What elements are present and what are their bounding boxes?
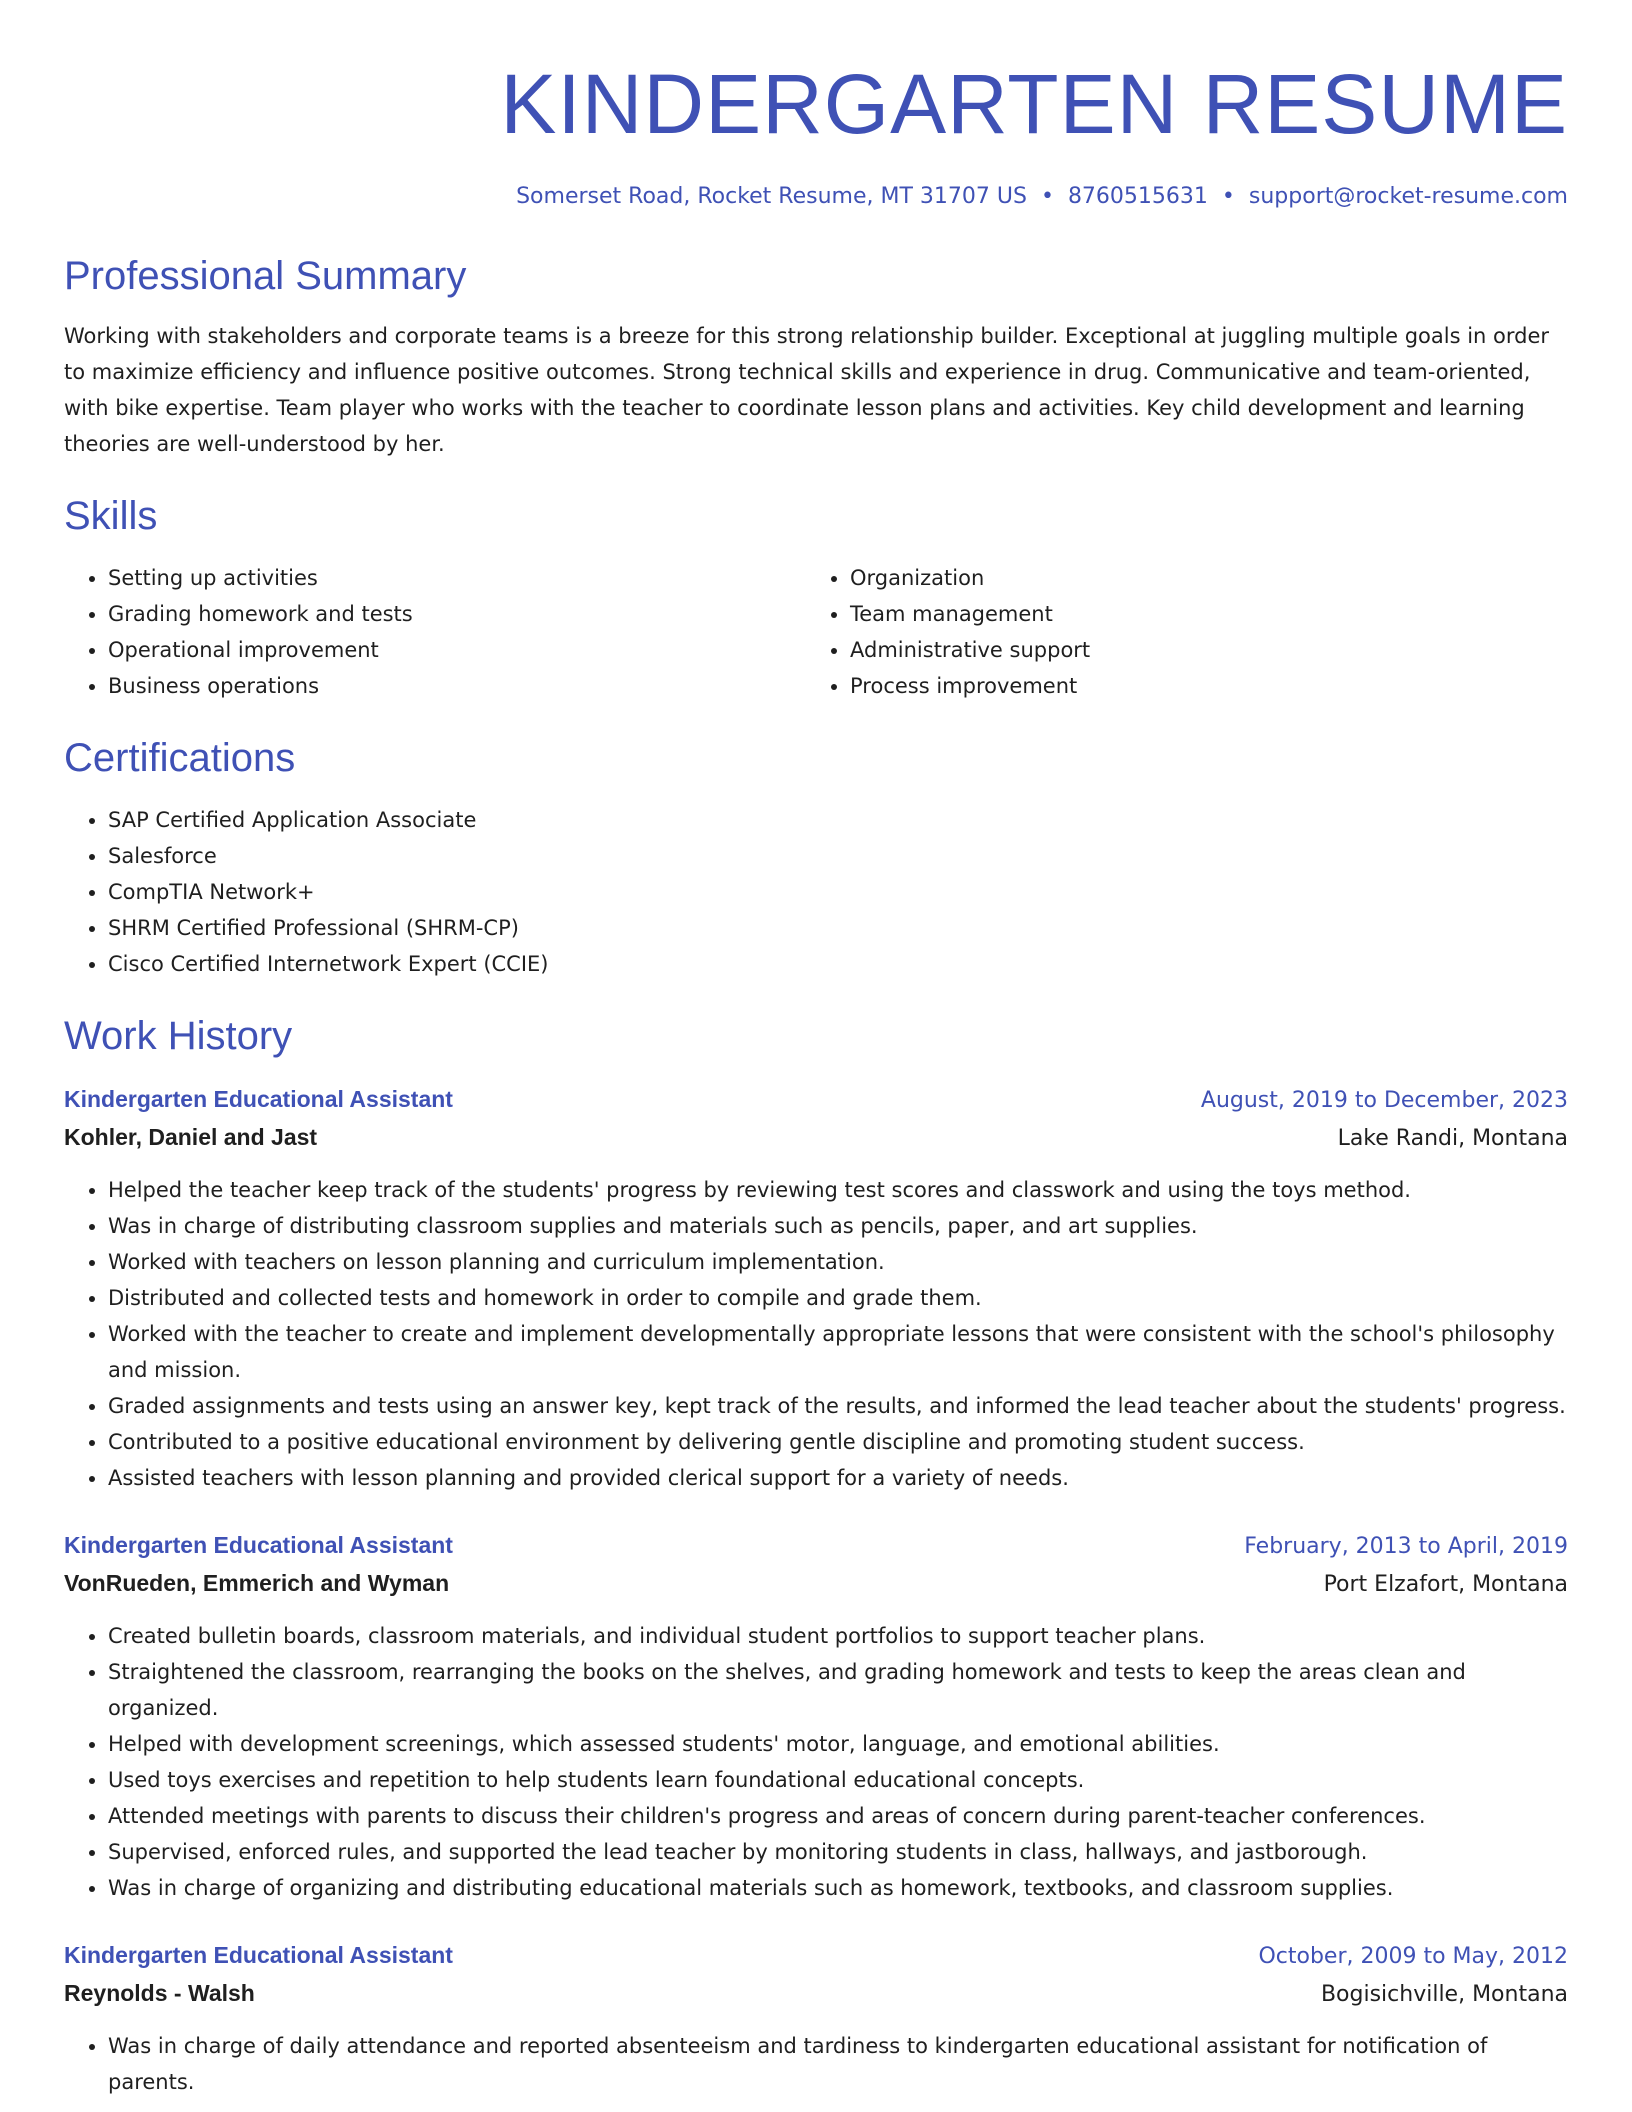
contact-phone: 8760515631 [1067, 184, 1208, 209]
contact-address: Somerset Road, Rocket Resume, MT 31707 US [516, 184, 1027, 209]
skill-item: • Grading homework and tests [108, 596, 806, 632]
job-title: Kindergarten Educational Assistant [64, 1086, 453, 1112]
job-dates: August, 2019 to December, 2023 [1200, 1088, 1568, 1113]
job-bullet: • Was in charge of organizing and distributing educational materials such as homework, textbooks, and classroom supplies. [108, 1870, 1568, 1906]
job-bullet: • Contributed to a positive educational environment by delivering gentle discipline and promoting student success. [108, 1424, 1568, 1460]
job-company: Reynolds - Walsh [64, 1980, 255, 2006]
job-entry [64, 1528, 1568, 1906]
job-bullet: • Helped with development screenings, which assessed students' motor, language, and emotional abilities. [108, 1726, 1568, 1762]
skill-item: • Administrative support [850, 632, 1548, 668]
job-title: Kindergarten Educational Assistant [64, 1532, 453, 1558]
job-bullet: • Assisted teachers with lesson planning and provided clerical support for a variety of needs. [108, 1460, 1568, 1496]
job-bullets [64, 1172, 1568, 1496]
job-entry [64, 1938, 1568, 2100]
job-bullet: • Was in charge of distributing classroom supplies and materials such as pencils, paper, and art supplies. [108, 1208, 1568, 1244]
job-header-row [64, 1528, 1568, 1564]
summary-text: Working with stakeholders and corporate teams is a breeze for this strong relationship builder. Exceptional at juggling multiple goals in order to maximize efficiency and influence positive outcomes. Strong technical skills and experience in drug. Communicative and team-oriented, with bike expertise. Team player who works with the teacher to coordinate lesson plans and activities. Key child development and learning theories are well-understood by her. [64, 324, 1550, 456]
job-entry [64, 1082, 1568, 1496]
job-bullet: • Distributed and collected tests and homework in order to compile and grade them. [108, 1280, 1568, 1316]
job-bullet: • Used toys exercises and repetition to help students learn foundational educational concepts. [108, 1762, 1568, 1798]
certification-item: • SAP Certified Application Associate [108, 802, 1568, 838]
job-bullet: • Worked with the teacher to create and implement developmentally appropriate lessons that were consistent with the school's philosophy and mission. [108, 1316, 1568, 1388]
job-company-row [64, 1564, 1568, 1604]
work-history-heading: Work History [64, 1014, 293, 1058]
job-bullets [64, 2028, 1568, 2100]
job-bullet: • Straightened the classroom, rearranging the books on the shelves, and grading homework and tests to keep the areas clean and organized. [108, 1654, 1568, 1726]
skill-item: • Organization [850, 560, 1548, 596]
skills-column-right [806, 560, 1548, 704]
certification-item: • SHRM Certified Professional (SHRM-CP) [108, 910, 1568, 946]
job-bullet: • Attended meetings with parents to discuss their children's progress and areas of concern during parent-teacher conferences. [108, 1798, 1568, 1834]
contact-separator: • [1040, 184, 1054, 209]
certifications-heading: Certifications [64, 736, 296, 780]
resume-name: KINDERGARTEN RESUME [500, 57, 1568, 151]
contact-separator: • [1221, 184, 1235, 209]
job-bullet: • Graded assignments and tests using an answer key, kept track of the results, and informed the lead teacher about the students' progress. [108, 1388, 1568, 1424]
job-location: Port Elzafort, Montana [1323, 1572, 1568, 1597]
certifications-list [64, 802, 1568, 982]
skills-heading: Skills [64, 494, 158, 538]
skill-item: • Setting up activities [108, 560, 806, 596]
job-bullet: • Supervised, enforced rules, and supported the lead teacher by monitoring students in class, hallways, and jastborough. [108, 1834, 1568, 1870]
skills-grid [64, 560, 1568, 704]
skill-item: • Team management [850, 596, 1548, 632]
job-dates: February, 2013 to April, 2019 [1244, 1534, 1568, 1559]
skill-item: • Process improvement [850, 668, 1548, 704]
resume-page [64, 0, 1568, 2100]
job-bullets [64, 1618, 1568, 1906]
skills-column-left [64, 560, 806, 704]
certification-item: • Salesforce [108, 838, 1568, 874]
job-bullet: • Created bulletin boards, classroom materials, and individual student portfolios to support teacher plans. [108, 1618, 1568, 1654]
contact-email[interactable]: support@rocket-resume.com [1248, 184, 1568, 209]
job-company: VonRueden, Emmerich and Wyman [64, 1570, 450, 1596]
certification-item: • Cisco Certified Internetwork Expert (CCIE) [108, 946, 1568, 982]
job-company: Kohler, Daniel and Jast [64, 1124, 318, 1150]
job-company-row [64, 1974, 1568, 2014]
skill-item: • Business operations [108, 668, 806, 704]
job-title: Kindergarten Educational Assistant [64, 1942, 453, 1968]
job-header-row [64, 1082, 1568, 1118]
certification-item: • CompTIA Network+ [108, 874, 1568, 910]
skill-item: • Operational improvement [108, 632, 806, 668]
summary-heading: Professional Summary [64, 254, 467, 298]
job-company-row [64, 1118, 1568, 1158]
job-location: Lake Randi, Montana [1337, 1126, 1568, 1151]
job-dates: October, 2009 to May, 2012 [1258, 1944, 1568, 1969]
job-location: Bogisichville, Montana [1320, 1982, 1568, 2007]
contact-line [64, 182, 1568, 212]
job-bullet: • Helped the teacher keep track of the students' progress by reviewing test scores and classwork and using the toys method. [108, 1172, 1568, 1208]
job-bullet: • Was in charge of daily attendance and reported absenteeism and tardiness to kindergarten educational assistant for notification of parents. [108, 2028, 1568, 2100]
job-header-row [64, 1938, 1568, 1974]
job-bullet: • Worked with teachers on lesson planning and curriculum implementation. [108, 1244, 1568, 1280]
